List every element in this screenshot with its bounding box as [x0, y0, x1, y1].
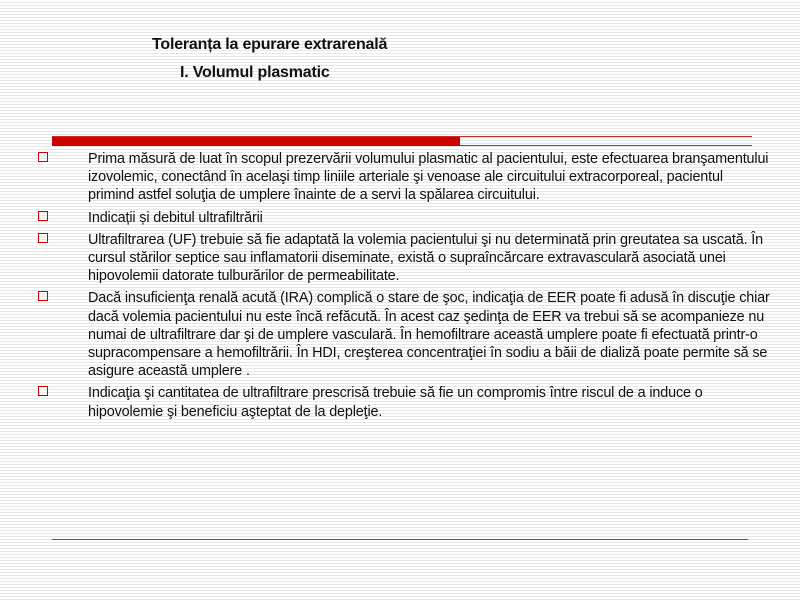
bullet-list — [36, 150, 772, 425]
divider-thin-line-bottom — [460, 145, 752, 146]
hollow-square-bullet-icon — [38, 386, 48, 396]
title-divider — [52, 136, 752, 148]
title-main: Toleranța la epurare extrarenală — [152, 36, 388, 53]
bullet-text: Ultrafiltrarea (UF) trebuie să fie adaptată la volemia pacientului şi nu determinată prin greutatea sa uscată. În cursul stărilor septice sau inflamatorii diseminate, există o supraîncărcare extravasculară asociată unei hipovolemii datorate tulburărilor de permeabilitate. — [88, 231, 763, 285]
bullet-item — [36, 231, 772, 286]
divider-accent-bar — [52, 137, 460, 146]
footer-divider — [52, 539, 748, 540]
hollow-square-bullet-icon — [38, 211, 48, 221]
bullet-item — [36, 384, 772, 420]
bullet-text: Indicații și debitul ultrafiltrării — [88, 209, 263, 226]
bullet-item — [36, 289, 772, 380]
hollow-square-bullet-icon — [38, 291, 48, 301]
bullet-text: Prima măsură de luat în scopul prezervării volumului plasmatic al pacientului, este efectuarea branşamentului izovolemic, conectând în acelaşi timp liniile arteriale şi venoase ale circuitului extracorporeal, pacientul primind astfel soluţia de umplere înainte de a servi la spălarea circuitului. — [88, 151, 769, 204]
hollow-square-bullet-icon — [38, 233, 48, 243]
bullet-text: Indicaţia şi cantitatea de ultrafiltrare prescrisă trebuie să fie un compromis între riscul de a induce o hipovolemie şi beneficiu aşteptat de la depleţie. — [88, 385, 703, 420]
title-subtitle: I. Volumul plasmatic — [180, 64, 330, 81]
bullet-text: Dacă insuficienţa renală acută (IRA) complică o stare de şoc, indicaţia de EER poate fi adusă în discuţie chiar dacă volemia pacientului nu este încă refăcută. În acest caz şedinţa de EER va trebui să se acompanieze nu numai de ultrafiltrare dar şi de umplere vasculară. În hemofiltrare această umplere poate fi efectuată printr-o supracompensare a hemofiltrării. În HDI, creşterea concentraţiei în sodiu a băii de dializă poate permite să se asigure această umplere . — [88, 290, 770, 380]
hollow-square-bullet-icon — [38, 152, 48, 162]
bullet-item — [36, 209, 772, 227]
bullet-item — [36, 150, 772, 205]
